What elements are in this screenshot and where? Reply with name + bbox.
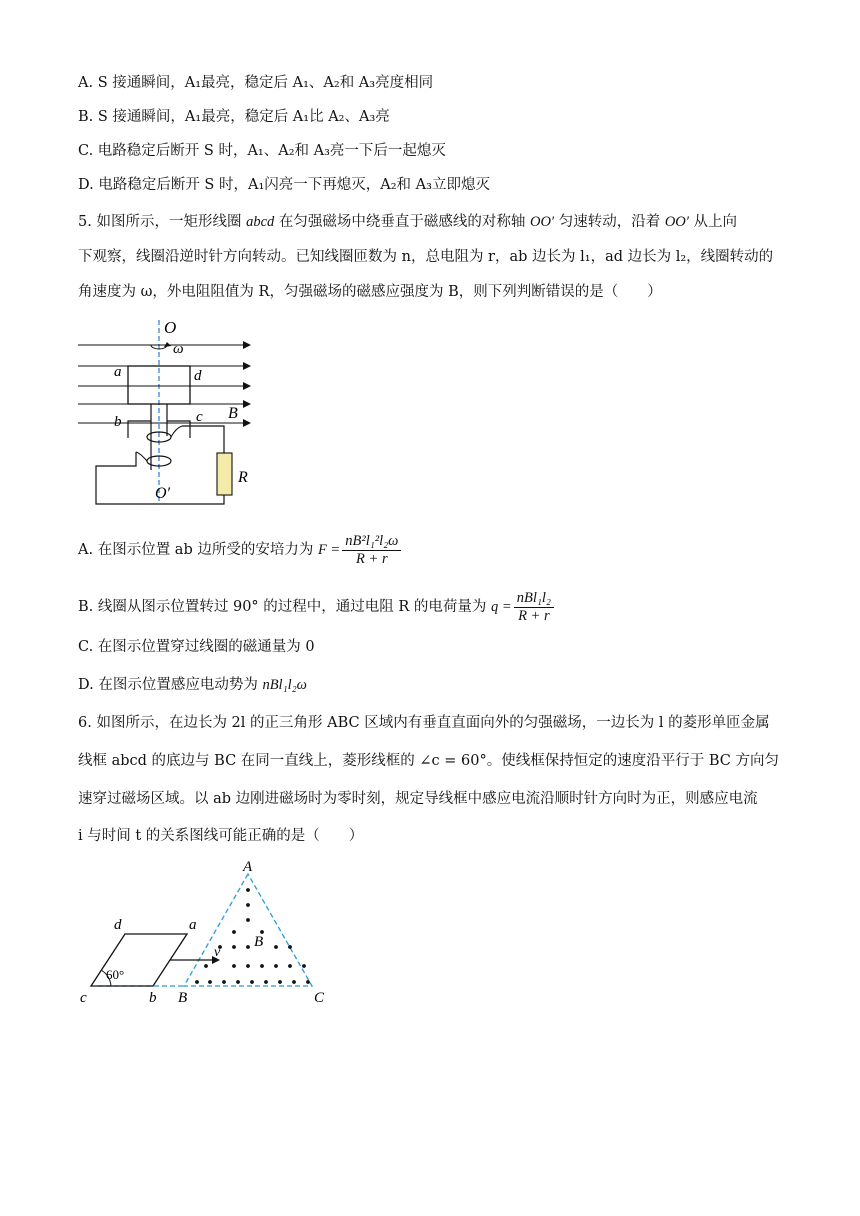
q5-option-a: A. 在图示位置 ab 边所受的安培力为 F = $\frac{\text{nB²l₁²l₂ω}}{R + r}$ xyxy=(78,530,403,570)
label-O-prime: O′ xyxy=(155,485,171,502)
label-v: v xyxy=(214,945,221,960)
label-B-field: B xyxy=(228,405,238,422)
label-a: a xyxy=(114,364,122,380)
q6-stem-line1: 6. 如图所示，在边长为 2l 的正三角形 ABC 区域内有垂直直面向外的匀强磁场，一边长为 l 的菱形单匝金属 xyxy=(78,715,770,731)
label-c: c xyxy=(196,409,203,425)
label-B-vertex: B xyxy=(178,990,188,1006)
label-B-field-q6: B xyxy=(254,934,264,950)
label-A: A xyxy=(243,859,253,875)
q5-stem-line3: 角速度为 ω，外电阻阻值为 R，匀强磁场的磁感应强度为 B，则下列判断错误的是（ ） xyxy=(78,284,662,300)
q6-stem-line3: 速穿过磁场区域。以 ab 边刚进磁场时为零时刻，规定导线框中感应电流沿顺时针方向时为正，则感应电流 xyxy=(78,791,758,807)
q6-triangle-figure xyxy=(76,858,346,1010)
option-a-prev: A. S 接通瞬间，A₁最亮，稳定后 A₁、A₂和 A₃亮度相同 xyxy=(78,75,434,91)
label-R: R xyxy=(238,469,248,486)
q5-option-d: D. 在图示位置感应电动势为 nBl₁l₂ω xyxy=(78,677,307,693)
label-c-q6: c xyxy=(80,990,87,1006)
option-c-prev: C. 电路稳定后断开 S 时，A₁、A₂和 A₃亮一下后一起熄灭 xyxy=(78,143,446,159)
option-d-prev: D. 电路稳定后断开 S 时，A₁闪亮一下再熄灭，A₂和 A₃立即熄灭 xyxy=(78,177,490,193)
q6-stem-line2: 线框 abcd 的底边与 BC 在同一直线上，菱形线框的 ∠c = 60°。使线框保持恒定的速度沿平行于 BC 方向匀 xyxy=(78,753,779,769)
q5-coil-figure xyxy=(78,318,278,508)
label-C-vertex: C xyxy=(314,990,325,1006)
q6-stem-line4: i 与时间 t 的关系图线可能正确的是（ ） xyxy=(78,828,364,844)
q5-stem-line2: 下观察，线圈沿逆时针方向转动。已知线圈匝数为 n，总电阻为 r，ab 边长为 l₁，ad 边长为 l₂，线圈转动的 xyxy=(78,249,774,265)
label-omega: ω xyxy=(173,341,184,357)
label-d: d xyxy=(194,368,202,384)
option-b-prev: B. S 接通瞬间，A₁最亮，稳定后 A₁比 A₂、A₃亮 xyxy=(78,109,390,125)
label-d-q6: d xyxy=(114,917,122,933)
label-O: O xyxy=(164,318,177,337)
q5-option-c: C. 在图示位置穿过线圈的磁通量为 0 xyxy=(78,639,315,655)
label-a-q6: a xyxy=(189,917,197,933)
label-b-q6: b xyxy=(149,990,157,1006)
label-angle: 60° xyxy=(106,967,125,982)
q5-stem-line1: 5. 如图所示，一矩形线圈 abcd 在匀强磁场中绕垂直于磁感线的对称轴 OO′ 匀速转动，沿着 OO′ 从上向 xyxy=(78,214,738,230)
q5-option-b: B. 线圈从图示位置转过 90° 的过程中，通过电阻 R 的电荷量为 q = $\frac{\text{nBl₁l₂}}{R + r}$ xyxy=(78,587,556,627)
label-b: b xyxy=(114,414,122,430)
